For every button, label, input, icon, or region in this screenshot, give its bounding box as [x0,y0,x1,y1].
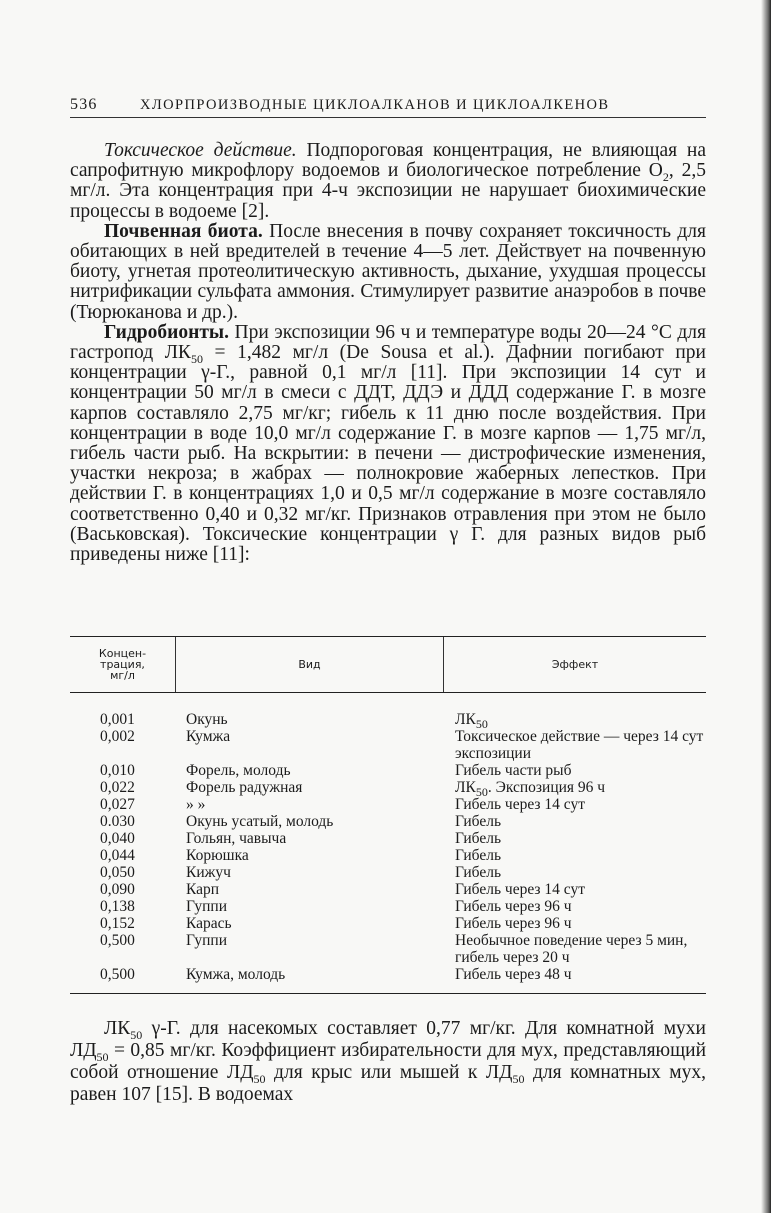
cell-effect: Гибель через 96 ч [455,898,572,915]
paragraph-lead: Токсическое действие. [104,140,297,161]
table-header [70,637,706,693]
cell-species: Гольян, чавыча [186,830,287,847]
table-row [70,762,706,779]
paragraph-insects: $ЛК_{50}$ γ-Г. для насекомых составляет 0,77 мг/кг. Для комнатной мухи $ЛД_{50} = 0,85$ мг/кг. Коэффициент избирательности для мух, представляющий собой отношение $ЛД_{50}$ для крыс или мышей к $ЛД_{50}$ для комнатных мух, равен 107 [15]. В водоемах [70,1018,707,1105]
table-row [70,813,706,830]
cell-concentration: 0,010 [100,762,135,779]
cell-effect: Гибель через 14 сут [455,796,585,813]
table-row [70,915,706,932]
column-header-concentration: Концен- трация, мг/л [70,637,176,692]
body-text [70,141,706,565]
table-row [70,711,706,732]
cell-species: Гуппи [186,898,228,915]
table-row [70,898,706,915]
cell-concentration: 0,500 [100,932,135,949]
cell-species: Корюшка [186,847,249,864]
cell-species: Карась [186,915,232,932]
cell-concentration: 0,138 [100,898,135,915]
cell-effect: Гибель части рыб [455,762,572,779]
cell-species: Гуппи [186,932,228,949]
table-row [70,966,706,983]
table-row [70,847,706,864]
cell-effect: Гибель через 14 сут [455,881,585,898]
cell-species: Форель, молодь [186,762,291,779]
cell-concentration: 0,002 [100,728,135,745]
table-row [70,864,706,881]
page-edge-shadow [761,0,771,1213]
cell-species: » » [186,796,206,813]
cell-species: Кумжа [186,728,231,745]
cell-effect: Гибель через 48 ч [455,966,572,983]
table-row [70,796,706,813]
table-row [70,881,706,898]
paragraph-toxic-action: Токсическое действие. Подпороговая концентрация, не влияющая на сапрофитную микрофлору водоемов и биологическое потребление $O_2$, 2,5 мг/л. Эта концентрация при 4-ч экспозиции не нарушает биохимические процессы в водоеме [2]. [70,140,706,222]
running-header [70,96,706,118]
cell-species: Кумжа, молодь [186,966,286,983]
cell-concentration: 0,001 [100,711,135,728]
page-number: 536 [70,96,98,113]
body-text-continued [70,1018,706,1106]
table-bottom-rule [70,993,706,994]
cell-species: Карп [186,881,220,898]
cell-concentration: 0,500 [100,966,135,983]
paragraph-lead: Почвенная биота. [104,220,263,242]
paragraph-soil-biota: Почвенная биота. После внесения в почву сохраняет токсичность для обитающих в ней вредителей в течение 4—5 лет. Действует на почвенную биоту, угнетая протеолитическую активность, дыхание, ухудшая процессы нитрификации сульфата аммония. Стимулирует развитие анаэробов в почве (Тюрюканова и др.). [70,220,706,323]
cell-species: Кижуч [186,864,231,881]
cell-concentration: 0,022 [100,779,135,796]
cell-effect: Токсическое действие — через 14 сут экспозиции [455,728,704,762]
cell-effect: $ЛК_{50}$. Экспозиция 96 ч [455,779,606,800]
cell-concentration: 0,040 [100,830,135,847]
cell-effect: Необычное поведение через 5 мин, гибель через 20 ч [455,932,688,966]
table-row [70,830,706,847]
cell-species: Окунь усатый, молодь [186,813,334,830]
cell-effect: Гибель [455,847,502,864]
column-header-species: Вид [176,637,444,692]
cell-concentration: 0,044 [100,847,135,864]
cell-concentration: 0,152 [100,915,135,932]
cell-species: Форель радужная [186,779,303,796]
cell-effect: $ЛК_{50}$ [455,711,488,732]
cell-effect: Гибель [455,813,502,830]
cell-effect: Гибель [455,864,502,881]
cell-effect: Гибель [455,830,502,847]
column-header-effect: Эффект [551,658,599,671]
cell-concentration: 0,090 [100,881,135,898]
fish-toxicity-table [70,636,706,994]
cell-concentration: 0,050 [100,864,135,881]
running-title: ХЛОРПРОИЗВОДНЫЕ ЦИКЛОАЛКАНОВ И ЦИКЛОАЛКЕНОВ [140,97,610,113]
table-row [70,779,706,800]
cell-concentration: 0,027 [100,796,135,813]
table-row [70,932,706,966]
table-body [70,693,706,983]
cell-concentration: 0.030 [100,813,135,830]
cell-species: Окунь [186,711,228,728]
cell-effect: Гибель через 96 ч [455,915,572,932]
table-row [70,728,706,762]
paragraph-hydrobionts: Гидробионты. При экспозиции 96 ч и температуре воды 20—24 °С для гастропод $ЛК_{50} = 1,482$ мг/л (De Sousa et al.). Дафнии погибают при концентрации γ-Г., равной 0,1 мг/л [11]. При экспозиции 14 сут и концентрации 50 мг/л в смеси с ДДТ, ДДЭ и ДДД содержание Г. в мозге карпов составляло 2,75 мг/кг; гибель к 11 дню после воздействия. При концентрации в воде 10,0 мг/л содержание Г. в мозге карпов — 1,75 мг/л, гибель части рыб. На вскрытии: в печени — дистрофические изменения, участки некроза; в жабрах — полнокровие жаберных лепестков. При действии Г. в концентрациях 1,0 и 0,5 мг/л содержание в мозге составляло соответственно 0,40 и 0,32 мг/кг. Признаков отравления при этом не было (Васьковская). Токсические концентрации γ Г. для разных видов рыб приведены ниже [11]: [70,321,706,566]
paragraph-lead: Гидробионты. [104,321,230,343]
